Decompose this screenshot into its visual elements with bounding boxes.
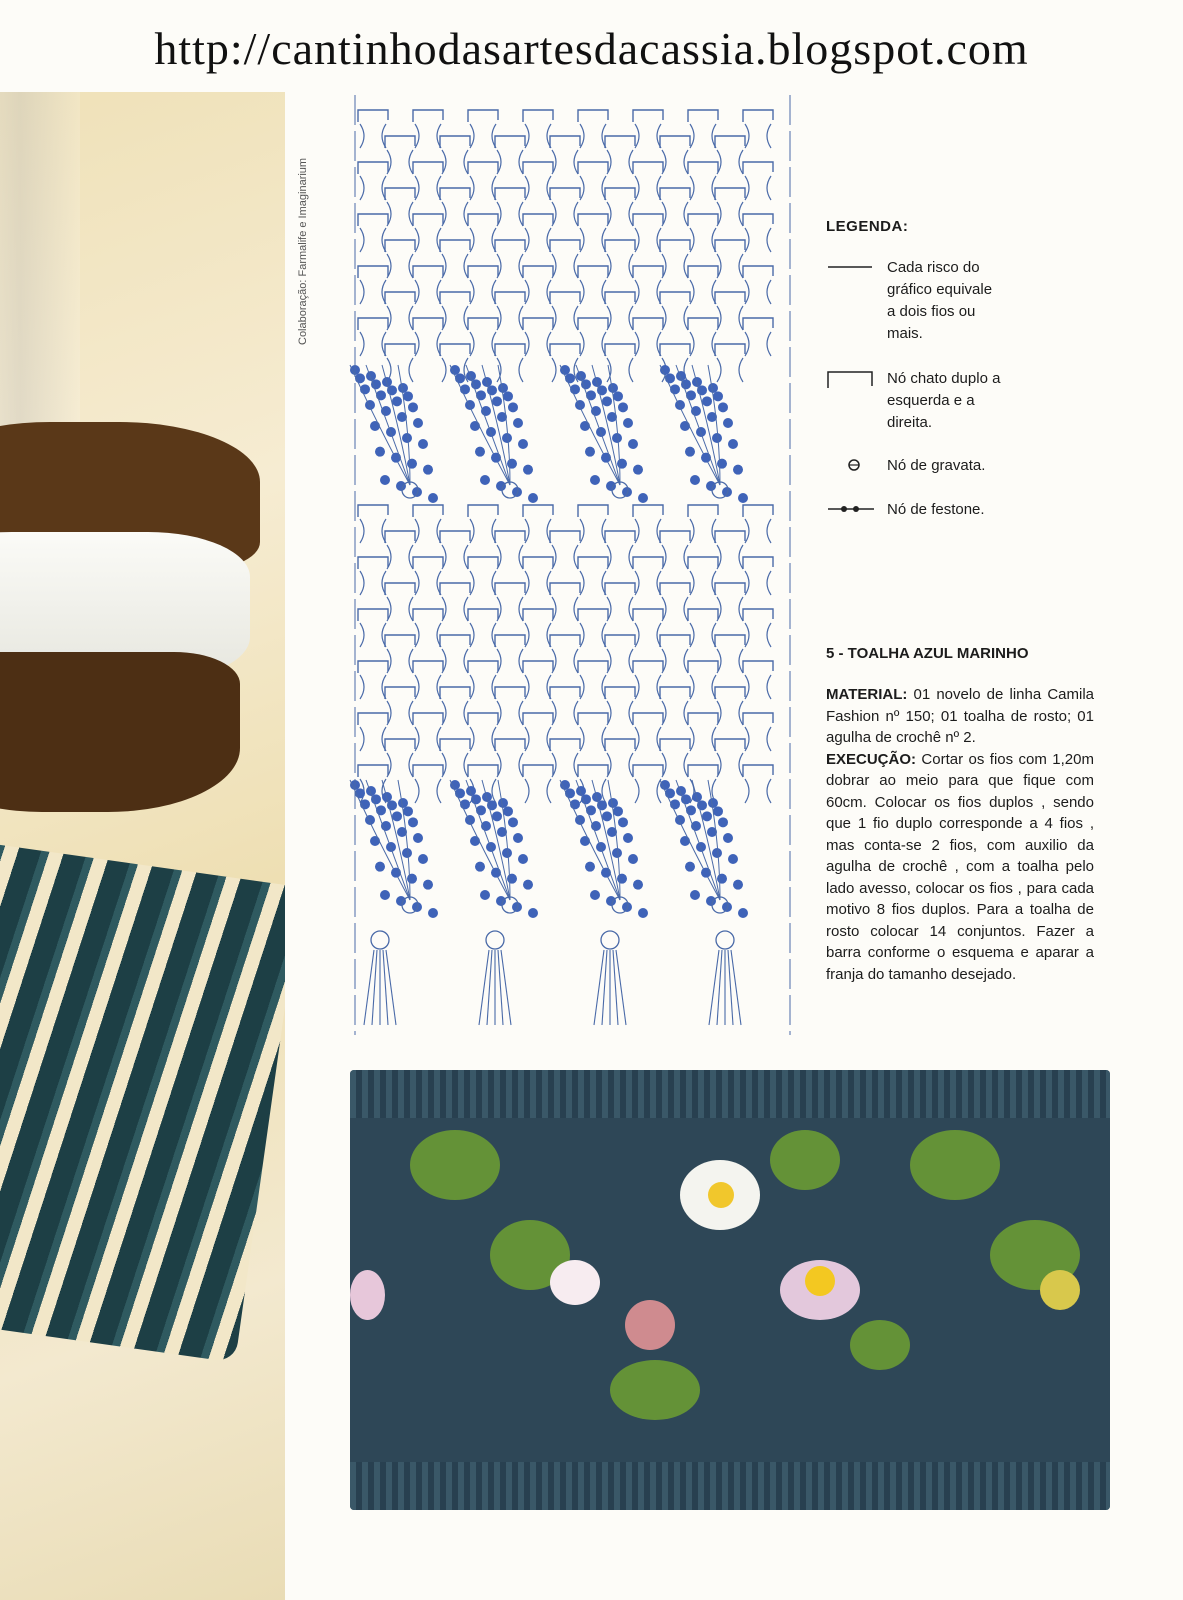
tie-knot-icon (826, 455, 882, 477)
line-icon (826, 257, 882, 279)
material-label: MATERIAL: (826, 686, 908, 703)
instructions (826, 684, 1094, 985)
photo-credit: Colaboração: Farmalife e Imaginarium (297, 157, 309, 345)
execucao-label: EXECUÇÃO: (826, 750, 917, 768)
embroidered-towel-photo (350, 1070, 1110, 1510)
legend-text: Cada risco do gráfico equivale a dois fios ou mais. (887, 259, 993, 342)
section-title: 5 - TOALHA AZUL MARINHO (826, 645, 1029, 662)
execucao-text: Cortar os fios com 1,20m dobrar ao meio para que fique com 60cm. Colocar os fios duplos , sendo que 1 fio duplo corresponde a 4 fios , mas conta-se 2 fios, com auxilio da agulha de crochê , com a toalha pelo lado avesso, colocar os fios , para cada motivo 8 fios duplos. Para a toalha de rosto colocar 14 conjuntos. Fazer a barra conforme o esquema e aparar a franja do tamanho desejado. (826, 750, 1094, 983)
jar-and-towel-photo (0, 92, 285, 1600)
square-knot-icon (826, 368, 882, 390)
festoon-knot-icon (826, 499, 882, 521)
legend-text: Nó chato duplo a esquerda e a direita. (887, 370, 1001, 431)
legend-text: Nó de festone. (887, 501, 985, 518)
legend-title: LEGENDA: (826, 218, 909, 235)
macrame-diagram (340, 95, 820, 1035)
blog-url: http://cantinhodasartesdacassia.blogspot.com (154, 23, 1029, 74)
material-text: 01 novelo de linha Camila Fashion nº 150; 01 toalha de rosto; 01 agulha de crochê nº 2. (826, 686, 1094, 746)
legend-text: Nó de gravata. (887, 457, 986, 474)
